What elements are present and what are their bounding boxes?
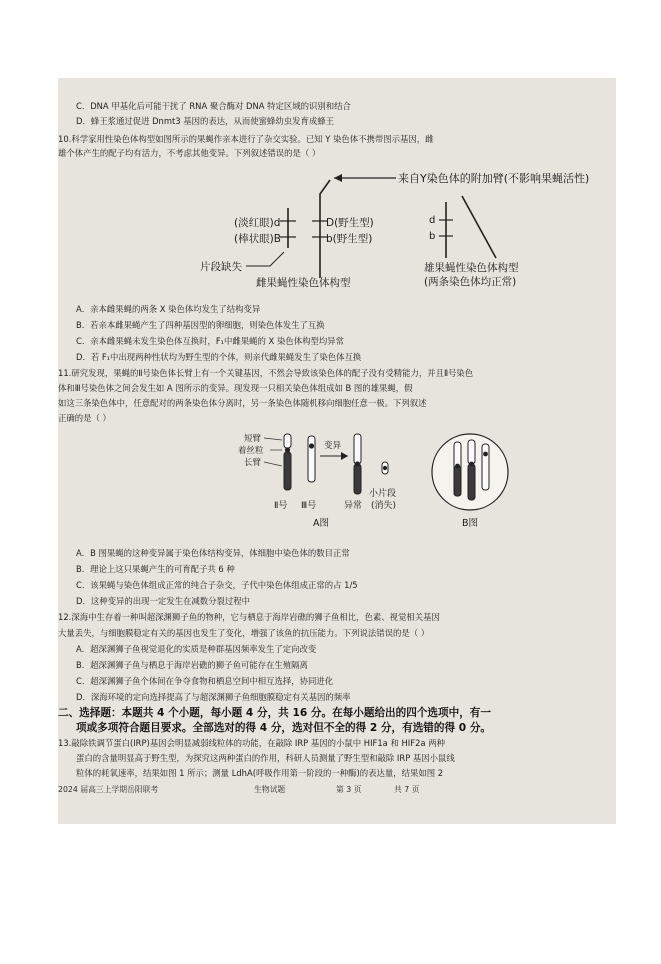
q10-option-d: D．若 F₁中出现两种性状均为野生型的个体，则亲代雌果蝇发生了染色体互换 [76, 352, 362, 362]
male-y-chromosome [462, 196, 496, 258]
q12-stem-line-2: 大量丢失，与细胞膜稳定有关的基因也发生了变化，增强了该鱼的抗压能力。下列说法错误的是（ ） [58, 628, 430, 638]
q11-figure [58, 428, 616, 538]
male-gene-b: b [429, 231, 436, 242]
chr-iii-label: Ⅲ号 [301, 501, 317, 511]
footer-total-pages: 共 7 页 [394, 785, 420, 794]
q11-option-b: B．理论上这只果蝇产生的可育配子共 6 种 [76, 564, 235, 574]
gene-D-wild: D(野生型) [326, 217, 374, 229]
abnormal-chromosome-upper [354, 434, 361, 464]
b-chromosome-3 [482, 444, 489, 490]
q11-stem-line-4: 正确的是（ ） [58, 413, 111, 423]
section-2-heading-line-2: 项或多项符合题目要求。全部选对的得 4 分，选对但不全的得 2 分，有选错的得 0 分。 [76, 722, 492, 734]
q12-option-a: A．超深渊狮子鱼视觉退化的实质是种群基因频率发生了定向改变 [76, 644, 317, 654]
male-gene-d: d [429, 215, 436, 226]
q11-stem-line-1: 11.研究发现，果蝇的Ⅱ号染色体长臂上有一个关键基因，不然会导致该染色体的配子没有受精能力，并且Ⅱ号染色 [58, 368, 474, 378]
chromosome-ii-short-arm [284, 434, 291, 448]
q10-figure [58, 166, 616, 291]
q13-line-3: 粒体的耗氧速率，结果如图 1 所示；测量 LdhA(呼吸作用第一阶段的一种酶)的表达量，结果如图 2 [76, 768, 444, 778]
gene-d-pink-eye: (淡红眼)d [234, 217, 281, 229]
q13-line-2: 蛋白的含量明显高于野生型，为探究这两种蛋白的作用，科研人员测量了野生型和敲除 IRP 基因小鼠线 [76, 753, 455, 763]
female-x-chromosome-2 [320, 180, 330, 278]
footer-page-number: 第 3 页 [336, 785, 362, 794]
section-2-heading-line-1: 二、选择题：本题共 4 个小题，每小题 4 分，共 16 分。在每小题给出的四个选项中，有一 [58, 707, 491, 719]
q12-option-d: D．深海环境的定向选择提高了与超深渊狮子鱼细胞膜稳定有关基因的频率 [76, 692, 351, 702]
q9-option-c: C．DNA 甲基化后可能干扰了 RNA 聚合酶对 DNA 特定区域的识别和结合 [76, 101, 351, 111]
q12-stem-line-1: 12.深海中生存着一种叫超深渊狮子鱼的物种，它与栖息于海岸岩礁的狮子鱼相比，色素、视觉相关基因 [58, 612, 440, 622]
abnormal-chromosome-lower [354, 464, 361, 494]
gene-b-bar-eye: (棒状眼)B [234, 233, 281, 245]
q13-line-1: 13.敲除铁调节蛋白(IRP)基因会明显减弱线粒体的功能，在敲除 IRP 基因的小鼠中 HIF1a 和 HIF2a 两种 [58, 738, 445, 748]
male-caption-1: 雄果蝇性染色体构型 [424, 262, 519, 274]
abnormal-label: 异常 [344, 501, 363, 511]
q11-option-c: C．该果蝇与染色体组成正常的纯合子杂交，子代中染色体组成正常的占 1/5 [76, 580, 358, 590]
q12-option-c: C．超深渊狮子鱼个体间在争夺食物和栖息空间中相互选择，协同进化 [76, 676, 334, 686]
variation-label: 变异 [324, 441, 342, 451]
figure-a-caption: A图 [313, 518, 329, 529]
q10-option-a: A．亲本雌果蝇的两条 X 染色体均发生了结构变异 [76, 304, 261, 314]
gene-b-wild: b(野生型) [326, 233, 373, 245]
b-chromosome-2 [468, 440, 475, 464]
footer-subject: 生物试题 [254, 785, 286, 794]
q10-option-b: B．若亲本雌果蝇产生了四种基因型的卵细胞，则染色体发生了互换 [76, 320, 325, 330]
footer-exam-name: 2024 届高三上学期岳阳联考 [58, 785, 159, 794]
female-caption: 雌果蝇性染色体构型 [256, 277, 351, 289]
y-arm-label: 来自Y染色体的附加臂(不影响果蝇活性) [398, 172, 590, 185]
chr-ii-label: Ⅱ号 [274, 501, 288, 511]
q10-stem-line-2: 雄个体产生的配子均有活力，不考虑其他变异。下列叙述错误的是（ ） [58, 148, 321, 158]
q10-stem-line-1: 10.科学家用性染色体构型如图所示的果蝇作亲本进行了杂交实验。已知 Y 染色体不携带图示基因，雌 [58, 134, 434, 144]
q9-option-d: D．蜂王浆通过促进 Dnmt3 基因的表达，从而使蜜蜂幼虫发育成蜂王 [76, 116, 335, 126]
q11-option-a: A．B 图果蝇的这种变异属于染色体结构变异，体细胞中染色体的数目正常 [76, 548, 350, 558]
chromosome-ii-long-arm [284, 452, 291, 490]
deletion-label: 片段缺失 [200, 261, 242, 273]
exam-page [58, 78, 616, 824]
deletion-pointer [246, 252, 284, 266]
short-arm-label: 短臂 [244, 434, 262, 444]
long-arm-label: 长臂 [244, 458, 262, 468]
q10-option-c: C．亲本雌果蝇未发生染色体互换时，F₁中雌果蝇的 X 染色体构型均异常 [76, 336, 344, 346]
arrow-head-icon [334, 174, 342, 182]
q11-stem-line-2: 体和Ⅲ号染色体之间会发生如 A 图所示的变异。现发现一只相关染色体组成如 B 图的雄果蝇，假 [58, 383, 413, 393]
male-caption-2: (两条染色体均正常) [424, 276, 517, 288]
q11-stem-line-3: 如这三条染色体中，任意配对的两条染色体分离时，另一条染色体随机移向细胞任意一极。下列叙述 [58, 398, 427, 408]
small-fragment-label: 小片段 [369, 489, 397, 499]
q12-option-b: B．超深渊狮子鱼与栖息于海岸岩礁的狮子鱼可能存在生殖隔离 [76, 660, 308, 670]
q11-option-d: D．这种变异的出现一定发生在减数分裂过程中 [76, 596, 250, 606]
centromere-label: 着丝粒 [238, 446, 264, 456]
lost-label: (消失) [371, 501, 397, 511]
chromosome-iii [308, 436, 315, 482]
figure-b-caption: B图 [462, 518, 479, 529]
arrow-right-icon [341, 452, 348, 460]
